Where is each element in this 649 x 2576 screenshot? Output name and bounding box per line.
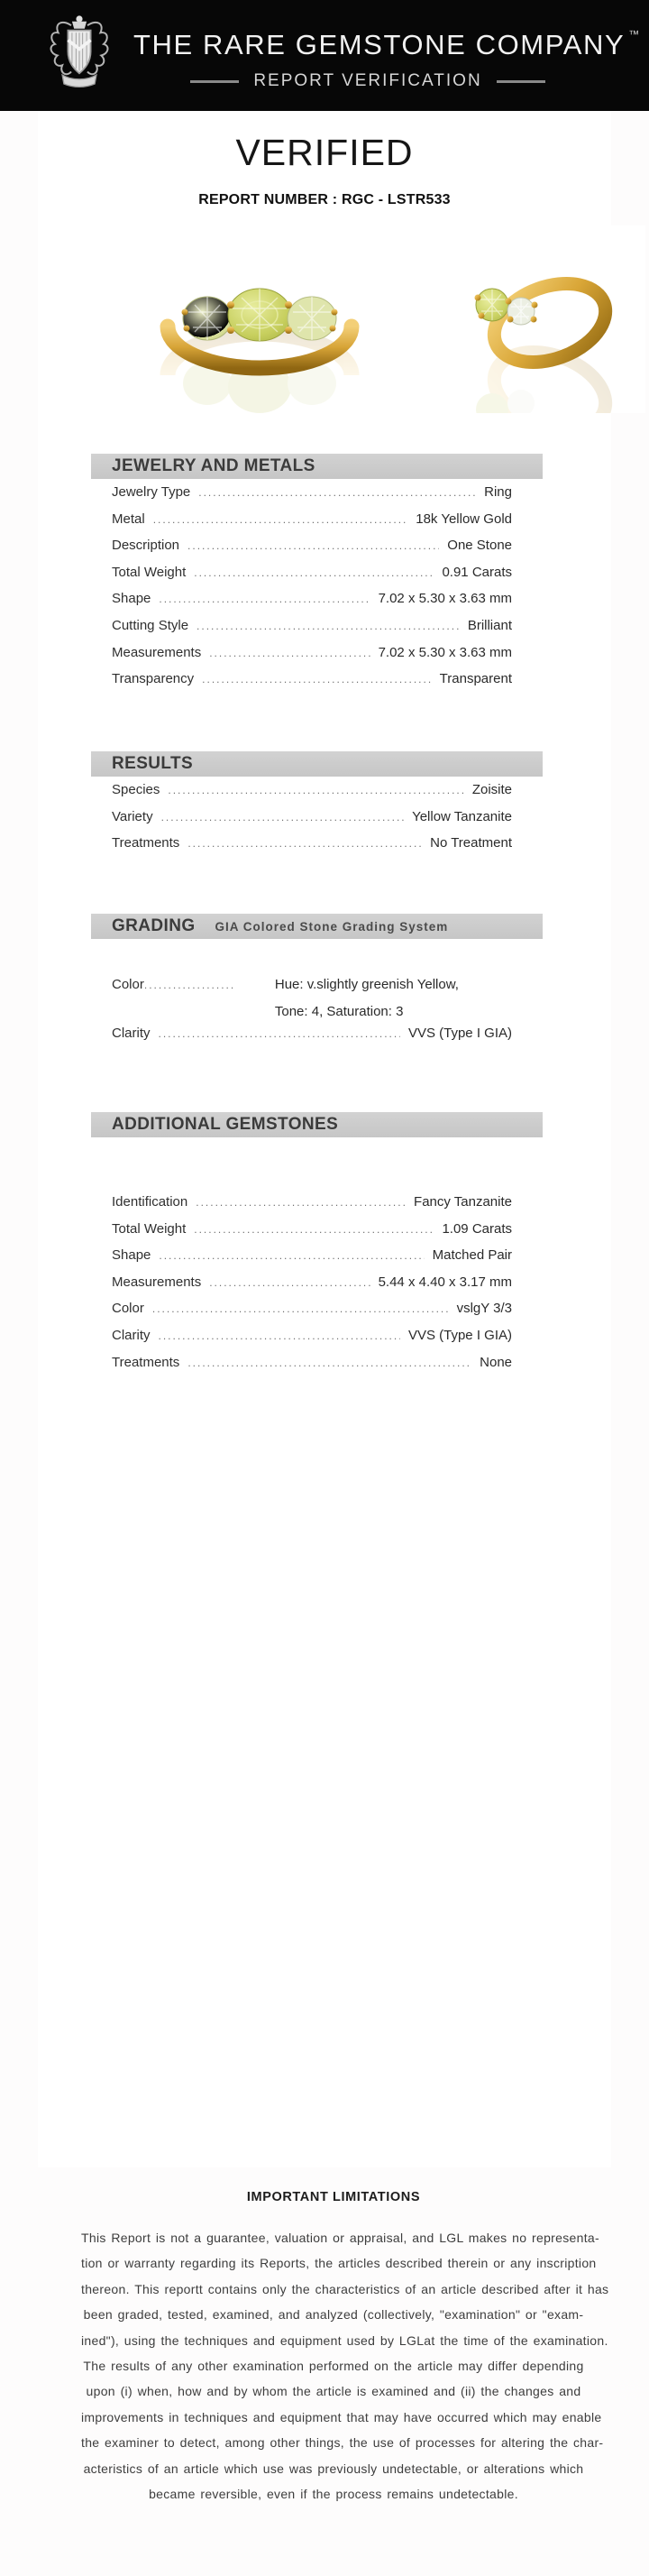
trademark-symbol: ™ [628, 28, 640, 41]
dot-leader [153, 513, 408, 526]
limitations-line: improvements in techniques and equipment that may have occurred which may enable [81, 2409, 602, 2424]
row-label: Metal [112, 511, 145, 527]
color-hue-line: Hue: v.slightly greenish Yellow, [274, 977, 459, 992]
table-row [112, 835, 512, 862]
ring-front-view-image [97, 225, 422, 413]
dot-leader [187, 1357, 471, 1369]
ring-angle-view-photo [425, 225, 645, 413]
row-label: Clarity [112, 1327, 151, 1343]
row-label: Measurements [112, 1274, 202, 1290]
row-value: 5.44 x 4.40 x 3.17 mm [378, 1274, 512, 1290]
dot-leader [161, 811, 405, 823]
dot-leader [198, 486, 476, 499]
limitations-paragraph [81, 2225, 609, 2507]
table-row [112, 1301, 512, 1328]
banner-right-dash [497, 80, 545, 83]
row-value: Matched Pair [432, 1247, 512, 1264]
row-label: Species [112, 782, 160, 797]
table-row [112, 484, 512, 511]
company-name [133, 28, 640, 61]
row-value: 0.91 Carats [442, 564, 512, 580]
row-value: Ring [484, 484, 512, 500]
row-label: Clarity [112, 1026, 151, 1041]
row-label: Measurements [112, 644, 202, 660]
row-value: No Treatment [430, 835, 512, 851]
row-value: Zoisite [471, 782, 512, 797]
section-subtitle: GIA Colored Stone Grading System [215, 920, 449, 934]
table-row [112, 618, 512, 645]
row-label: Jewelry Type [112, 484, 191, 500]
row-value: Yellow Tanzanite [412, 808, 512, 824]
limitations-line: tion or warranty regarding its Reports, the articles described therein or any inscription [81, 2256, 597, 2271]
row-value: One Stone [447, 538, 512, 554]
limitations-line: thereon. This reportt contains only the characteristics of an article described after it has [81, 2281, 609, 2296]
header-text [133, 0, 640, 111]
section-header-bar [91, 751, 543, 777]
spec-rows [91, 479, 543, 698]
row-label: Color [112, 1301, 144, 1317]
company-name-text: THE RARE GEMSTONE COMPANY [133, 29, 626, 60]
dot-leader [194, 566, 434, 579]
row-label: Total Weight [112, 1220, 187, 1237]
limitations-line: been graded, tested, examined, and analyzed (collectively, "examination" or "exam- [83, 2307, 584, 2323]
table-row-color [112, 971, 512, 1026]
dot-leader [159, 1329, 400, 1342]
report-verification-banner [133, 71, 602, 91]
row-value: Brilliant [467, 617, 512, 633]
row-value: 18k Yellow Gold [416, 511, 512, 527]
section-results [91, 751, 543, 862]
row-label: Transparency [112, 671, 195, 687]
row-label: Description [112, 538, 180, 554]
row-label: Shape [112, 591, 151, 607]
limitations-line: ined"), using the techniques and equipment used by LGLat the time of the examination. [81, 2332, 608, 2348]
row-label: Identification [112, 1194, 188, 1210]
row-value: None [480, 1354, 512, 1370]
dot-leader [187, 837, 422, 850]
row-value: Transparent [439, 671, 512, 687]
dot-leader [159, 1027, 400, 1040]
row-value: VVS (Type I GIA) [407, 1327, 512, 1343]
table-row [112, 1328, 512, 1355]
row-value: vslgY 3/3 [456, 1301, 512, 1317]
row-label: Cutting Style [112, 617, 189, 633]
table-row [112, 1194, 512, 1221]
row-value: VVS (Type I GIA) [407, 1026, 512, 1041]
section-title: RESULTS [112, 754, 194, 773]
section-title: GRADING [112, 916, 196, 935]
row-value: 1.09 Carats [442, 1220, 512, 1237]
row-label: Treatments [112, 835, 180, 851]
spec-rows [91, 1137, 543, 1381]
limitations-line: upon (i) when, how and by whom the article is examined and (ii) the changes and [86, 2384, 581, 2399]
limitations-line: became reversible, even if the process remains undetectable. [149, 2487, 518, 2502]
limitations-line: acteristics of an article which use was previously undetectable, or alterations which [83, 2461, 584, 2476]
row-label: Variety [112, 808, 153, 824]
limitations-line: the examiner to detect, among other things, the use of processes for altering the char- [81, 2435, 604, 2451]
dot-leader [159, 593, 370, 605]
section-header-bar [91, 454, 543, 479]
dot-leader [209, 647, 370, 659]
dot-leader [159, 1249, 424, 1262]
verified-status-heading: VERIFIED [235, 132, 414, 173]
dot-leader [168, 784, 463, 796]
dot-leader [197, 620, 460, 632]
section-header-bar [91, 914, 543, 939]
banner-label: REPORT VERIFICATION [253, 71, 482, 90]
row-label: Total Weight [112, 564, 187, 580]
color-tone-line: Tone: 4, Saturation: 3 [274, 1004, 404, 1019]
section-title: JEWELRY AND METALS [112, 456, 315, 475]
dot-leader [152, 1302, 449, 1315]
dot-leader [144, 979, 234, 991]
dot-leader [187, 539, 439, 552]
banner-left-dash [190, 80, 239, 83]
spec-rows [91, 939, 543, 1053]
row-value: 7.02 x 5.30 x 3.63 mm [378, 644, 512, 660]
table-row [112, 1274, 512, 1302]
dot-leader [202, 673, 432, 685]
table-row [112, 511, 512, 538]
dot-leader [209, 1276, 370, 1289]
section-title: ADDITIONAL GEMSTONES [112, 1115, 339, 1134]
section-grading [91, 914, 543, 1053]
table-row [112, 645, 512, 672]
limitations-title: IMPORTANT LIMITATIONS [246, 2190, 421, 2204]
table-row [112, 591, 512, 618]
row-value [275, 971, 459, 1026]
row-label: Shape [112, 1247, 151, 1264]
table-row [112, 1355, 512, 1382]
dot-leader [194, 1223, 434, 1236]
limitations-line: The results of any other examination performed on the article may differ depending [83, 2359, 584, 2374]
row-label: Color [112, 977, 144, 992]
important-limitations [81, 2190, 609, 2507]
report-number: REPORT NUMBER : RGC - LSTR533 [198, 192, 451, 207]
table-row [112, 809, 512, 836]
spec-rows [91, 777, 543, 862]
ring-angle-view-image [425, 225, 645, 413]
row-value: 7.02 x 5.30 x 3.63 mm [378, 591, 512, 607]
limitations-line: This Report is not a guarantee, valuation or appraisal, and LGL makes no representa- [81, 2231, 599, 2245]
company-crest-logo [47, 12, 112, 91]
section-jewelry-and-metals [91, 454, 543, 698]
ring-front-view-photo [97, 225, 422, 413]
table-row [112, 565, 512, 592]
section-additional-gemstones [91, 1112, 543, 1381]
table-row [112, 1026, 512, 1053]
table-row [112, 1221, 512, 1248]
table-row [112, 538, 512, 565]
row-label: Treatments [112, 1354, 180, 1370]
row-value: Fancy Tanzanite [414, 1194, 512, 1210]
section-header-bar [91, 1112, 543, 1137]
table-row [112, 1247, 512, 1274]
header-banner [0, 0, 649, 111]
dot-leader [196, 1196, 406, 1209]
table-row [112, 782, 512, 809]
table-row [112, 671, 512, 698]
